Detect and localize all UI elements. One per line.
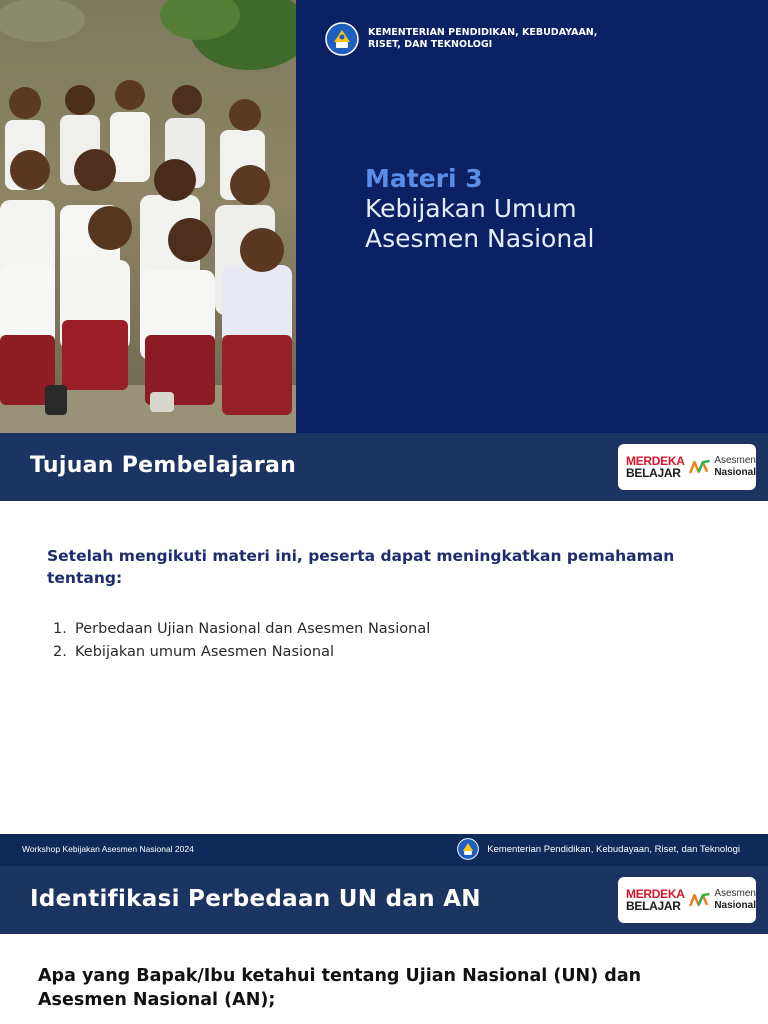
footer-workshop-label: Workshop Kebijakan Asesmen Nasional 2024 — [22, 844, 194, 854]
footer-ministry — [457, 838, 740, 860]
objectives-list — [53, 618, 430, 664]
materi-heading — [365, 163, 594, 254]
list-item-text: Kebijakan umum Asesmen Nasional — [75, 644, 335, 660]
tut-wuri-handayani-logo-icon — [457, 838, 479, 860]
cover-slide — [0, 0, 768, 433]
badge-line2: BELAJAR — [626, 899, 681, 913]
learning-objective-intro: Setelah mengikuti materi ini, peserta dapat meningkatkan pemahaman tentang: — [47, 547, 675, 587]
materi-number: Materi 3 — [365, 164, 483, 193]
materi-title-line1: Kebijakan Umum — [365, 194, 577, 223]
badge-an-line2: Nasional — [714, 467, 756, 478]
ministry-name-line2: RISET, DAN TEKNOLOGI — [368, 39, 493, 50]
list-item-number: 2. — [53, 644, 67, 660]
list-item-text: Perbedaan Ujian Nasional dan Asesmen Nasional — [75, 621, 431, 637]
ministry-name — [368, 27, 598, 51]
badge-an-line1: Asesmen — [714, 888, 756, 899]
badge-line1: MERDEKA — [626, 454, 685, 468]
badge-line2: BELAJAR — [626, 466, 681, 480]
slide3-title: Identifikasi Perbedaan UN dan AN — [30, 886, 481, 912]
merdeka-belajar-logo — [626, 888, 685, 912]
merdeka-belajar-badge — [618, 444, 756, 490]
badge-line1: MERDEKA — [626, 887, 685, 901]
slide2-header-bar — [0, 433, 768, 501]
tut-wuri-handayani-logo-icon — [325, 22, 359, 56]
list-item — [53, 618, 430, 641]
materi-title — [365, 194, 594, 254]
slide-footer — [0, 834, 768, 866]
asesmen-nasional-text — [714, 888, 756, 912]
slide2-title: Tujuan Pembelajaran — [30, 453, 297, 478]
merdeka-belajar-badge — [618, 877, 756, 923]
badge-an-line1: Asesmen — [714, 455, 756, 466]
children-photo — [0, 0, 296, 433]
list-item — [53, 641, 430, 664]
identification-question: Apa yang Bapak/Ibu ketahui tentang Ujian Nasional (UN) dan Asesmen Nasional (AN); — [38, 966, 642, 1010]
asesmen-nasional-logo-icon — [689, 888, 711, 912]
slide3-header-bar — [0, 866, 768, 934]
asesmen-nasional-text — [714, 455, 756, 479]
list-item-number: 1. — [53, 621, 67, 637]
badge-an-line2: Nasional — [714, 900, 756, 911]
ministry-name-line1: KEMENTERIAN PENDIDIKAN, KEBUDAYAAN, — [368, 27, 598, 38]
ministry-header — [325, 22, 598, 56]
materi-title-line2: Asesmen Nasional — [365, 224, 595, 253]
footer-ministry-name: Kementerian Pendidikan, Kebudayaan, Riset, dan Teknologi — [487, 843, 740, 855]
merdeka-belajar-logo — [626, 455, 685, 479]
asesmen-nasional-logo-icon — [689, 455, 711, 479]
